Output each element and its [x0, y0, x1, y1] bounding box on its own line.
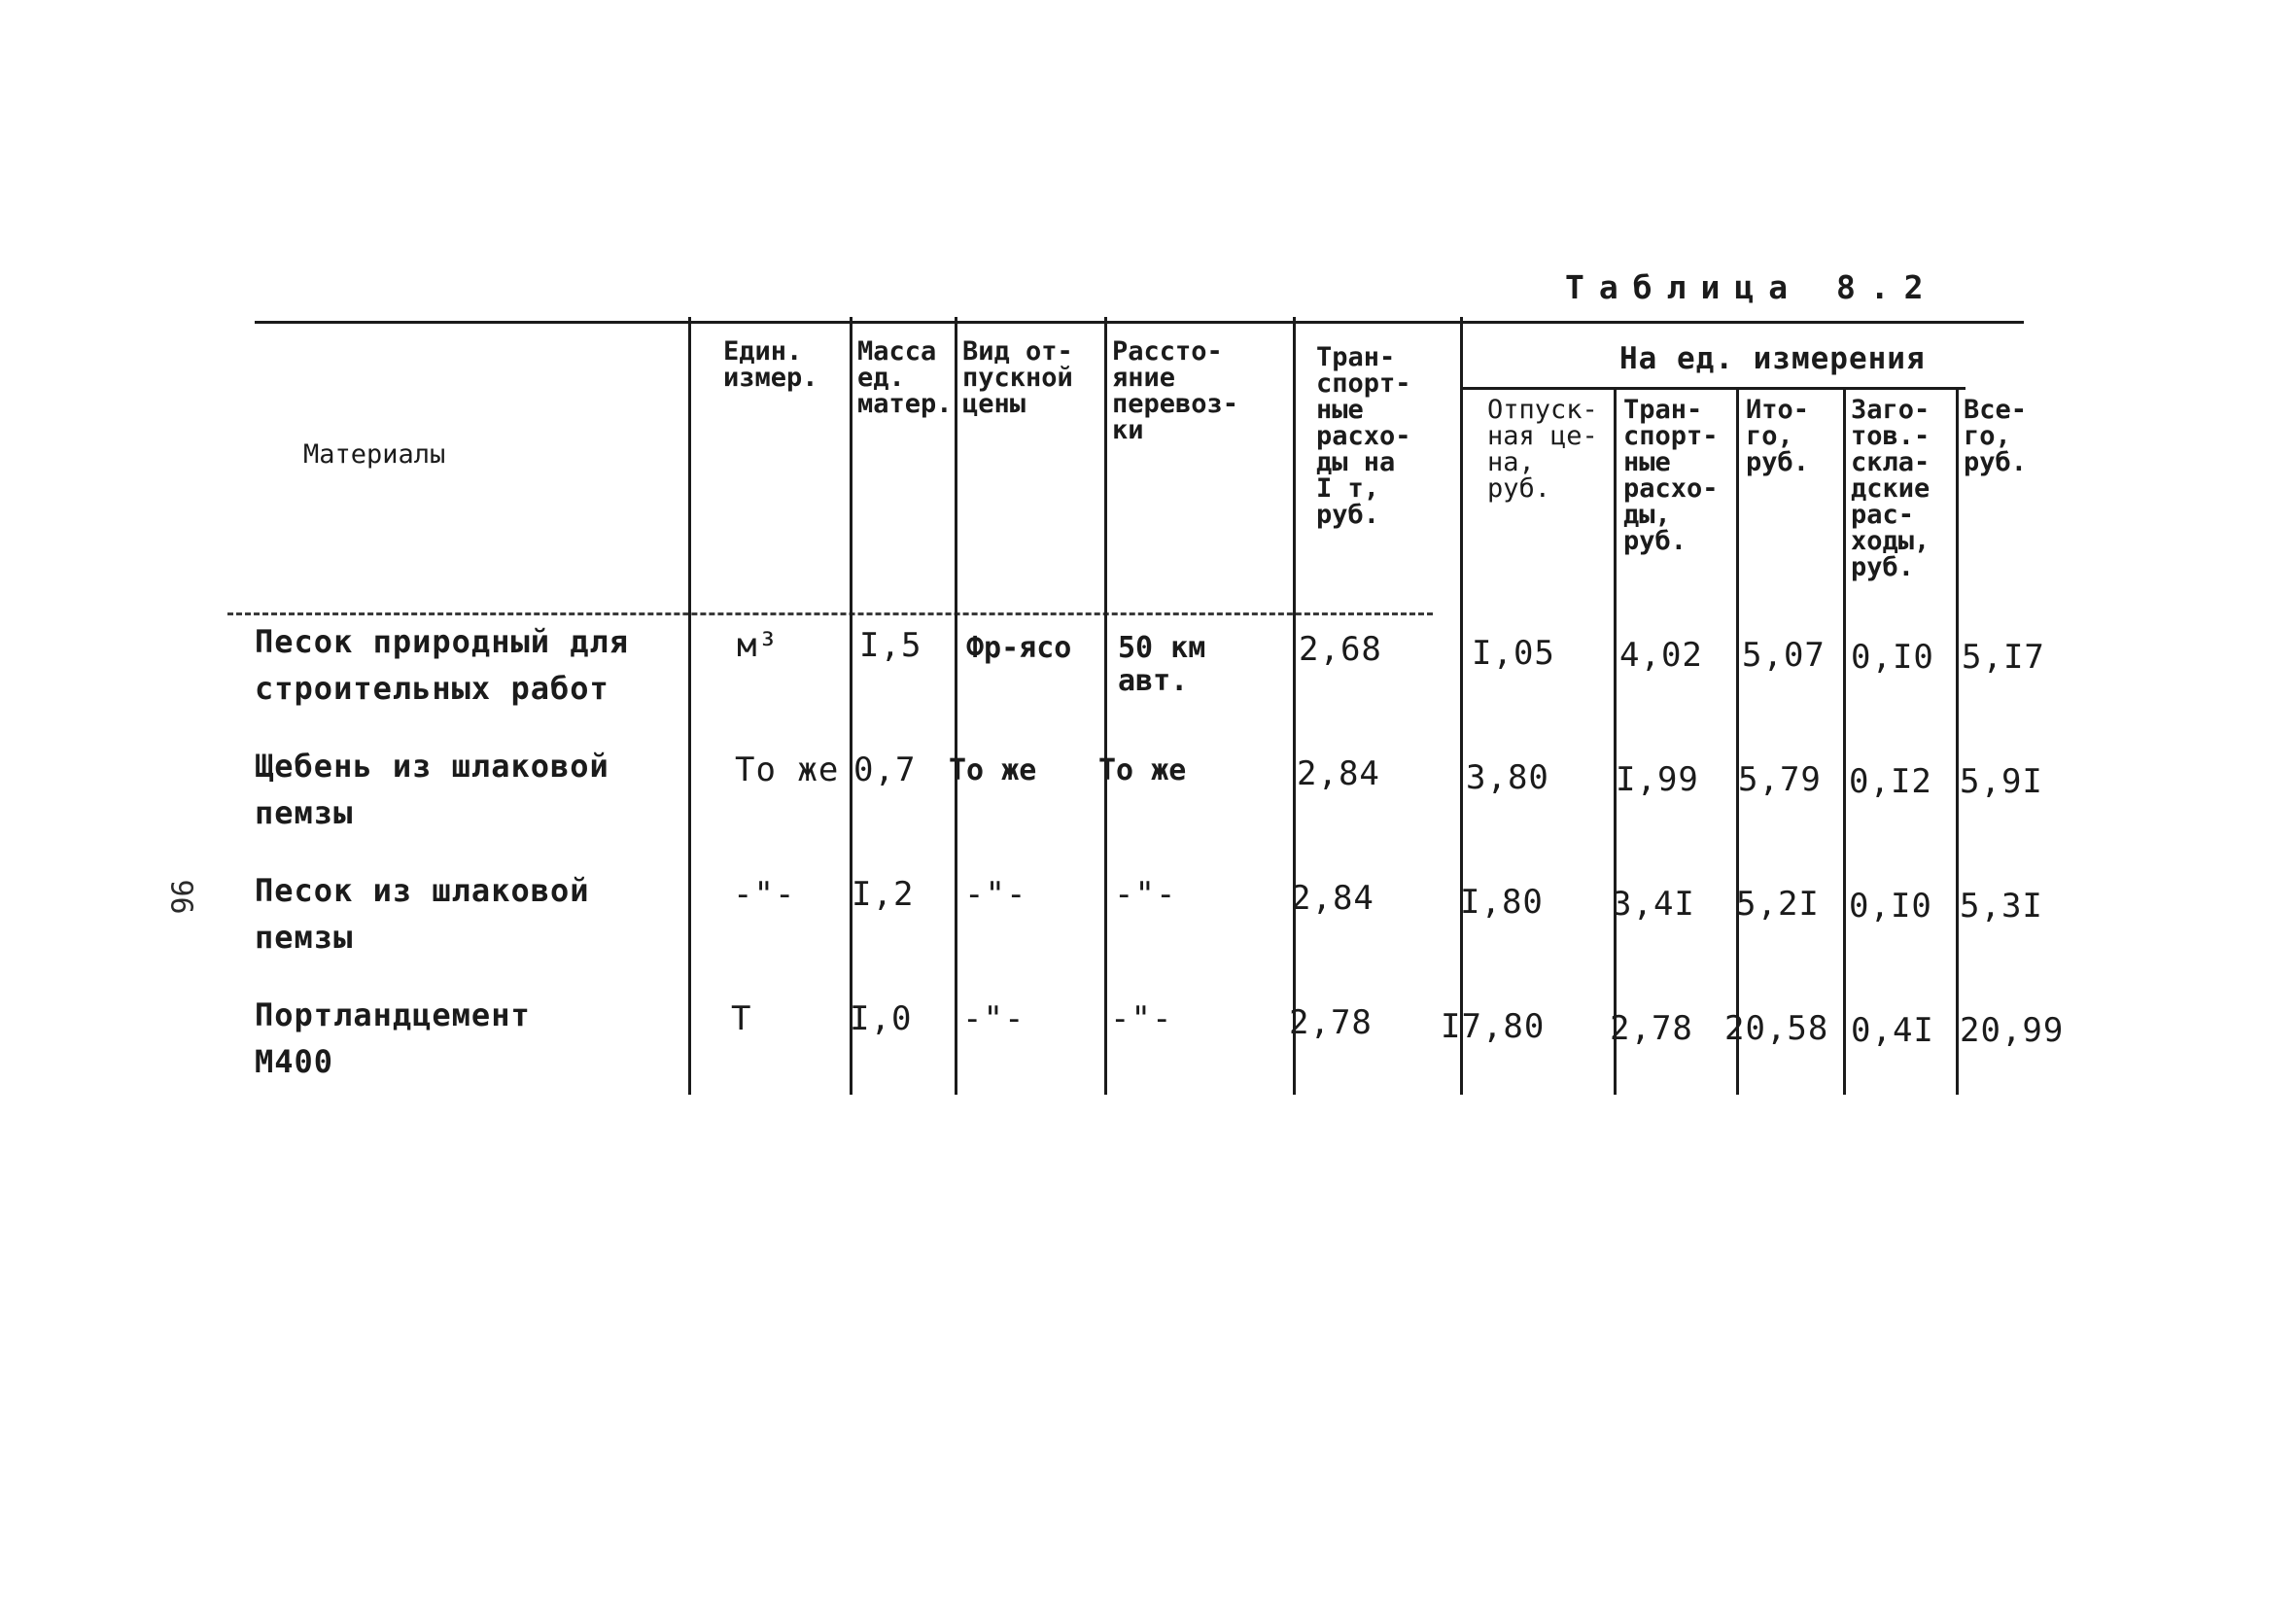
- header-group-per-unit: На ед. измерения: [1619, 341, 1926, 376]
- row2-total: 5,9I: [1960, 762, 2043, 801]
- col-divider-4: [1104, 317, 1107, 1095]
- row1-release-price: I,05: [1472, 634, 1555, 673]
- row3-unit: -"-: [733, 875, 796, 914]
- table-top-rule: [255, 321, 2024, 324]
- row3-distance: -"-: [1114, 875, 1177, 914]
- row2-unit: То же: [735, 751, 840, 789]
- col-divider-9: [1843, 387, 1846, 1095]
- row3-transport: 3,4I: [1612, 885, 1695, 924]
- row1-mass: I,5: [859, 626, 922, 665]
- col-divider-3: [955, 317, 957, 1095]
- header-materials: Материалы: [303, 439, 446, 470]
- row2-release-price: 3,80: [1466, 758, 1549, 797]
- header-procurement: Заго- тов.- скла- дские рас- ходы, руб.: [1851, 395, 1931, 582]
- row3-mass: I,2: [852, 875, 915, 914]
- row2-mass: 0,7: [853, 751, 917, 789]
- row3-release-price: I,80: [1460, 883, 1544, 922]
- header-mass: Масса ед. матер.: [857, 336, 953, 419]
- row1-unit: м³: [737, 626, 779, 665]
- col-divider-10: [1956, 387, 1959, 1095]
- col-divider-6: [1460, 317, 1463, 1095]
- row4-material: Портландцемент М400: [255, 996, 531, 1080]
- header-price-type: Вид от- пускной цены: [962, 336, 1073, 419]
- col-divider-2: [850, 317, 852, 1095]
- materials-table: [255, 317, 2065, 1095]
- row1-material: Песок природный для строительных работ: [255, 623, 630, 707]
- header-release-price: Отпуск- ная це- на, руб.: [1487, 395, 1598, 504]
- row2-transport: I,99: [1616, 760, 1699, 799]
- header-total: Все- го, руб.: [1964, 395, 2028, 477]
- row1-price-type: Фр-ясо: [966, 631, 1072, 665]
- header-bottom-rule: [227, 612, 1433, 615]
- row1-distance: 50 км авт.: [1118, 631, 1206, 698]
- row1-procurement: 0,I0: [1851, 638, 1934, 677]
- row4-unit: Т: [731, 999, 752, 1038]
- header-transport: Тран- спорт- ные расхо- ды, руб.: [1623, 395, 1719, 556]
- group-header-rule: [1460, 387, 1966, 390]
- row4-total: 20,99: [1960, 1011, 2065, 1050]
- row4-procurement: 0,4I: [1851, 1011, 1934, 1050]
- row4-transport: 2,78: [1610, 1009, 1693, 1048]
- header-distance: Рассто- яние перевоз- ки: [1112, 336, 1239, 445]
- row3-total: 5,3I: [1960, 887, 2043, 926]
- col-divider-8: [1736, 387, 1739, 1095]
- row4-price-type: -"-: [962, 999, 1026, 1038]
- row1-transport-per-ton: 2,68: [1299, 630, 1382, 669]
- header-subtotal: Ито- го, руб.: [1746, 395, 1810, 477]
- row3-procurement: 0,I0: [1849, 887, 1932, 926]
- row4-release-price: I7,80: [1441, 1007, 1546, 1046]
- col-divider-5: [1293, 317, 1296, 1095]
- row2-distance: То же: [1098, 753, 1187, 787]
- row2-procurement: 0,I2: [1849, 762, 1932, 801]
- header-transport-per-ton: Тран- спорт- ные расхо- ды на I т, руб.: [1316, 342, 1411, 530]
- row1-transport: 4,02: [1619, 636, 1703, 675]
- col-divider-7: [1614, 387, 1617, 1095]
- header-unit: Един. измер.: [723, 336, 818, 393]
- row3-subtotal: 5,2I: [1736, 885, 1820, 924]
- row1-total: 5,I7: [1962, 638, 2045, 677]
- row4-distance: -"-: [1110, 999, 1173, 1038]
- row4-subtotal: 20,58: [1724, 1009, 1829, 1048]
- table-caption: Таблица 8.2: [1565, 268, 1938, 306]
- row2-material: Щебень из шлаковой пемзы: [255, 748, 609, 831]
- row1-subtotal: 5,07: [1742, 636, 1826, 675]
- row2-price-type: То же: [949, 753, 1037, 787]
- row4-mass: I,0: [850, 999, 913, 1038]
- row3-transport-per-ton: 2,84: [1291, 879, 1374, 918]
- row3-price-type: -"-: [964, 875, 1027, 914]
- row3-material: Песок из шлаковой пемзы: [255, 872, 590, 956]
- row2-subtotal: 5,79: [1738, 760, 1822, 799]
- row4-transport-per-ton: 2,78: [1289, 1003, 1373, 1042]
- page-number: 96: [163, 879, 198, 915]
- col-divider-1: [688, 317, 691, 1095]
- row2-transport-per-ton: 2,84: [1297, 754, 1380, 793]
